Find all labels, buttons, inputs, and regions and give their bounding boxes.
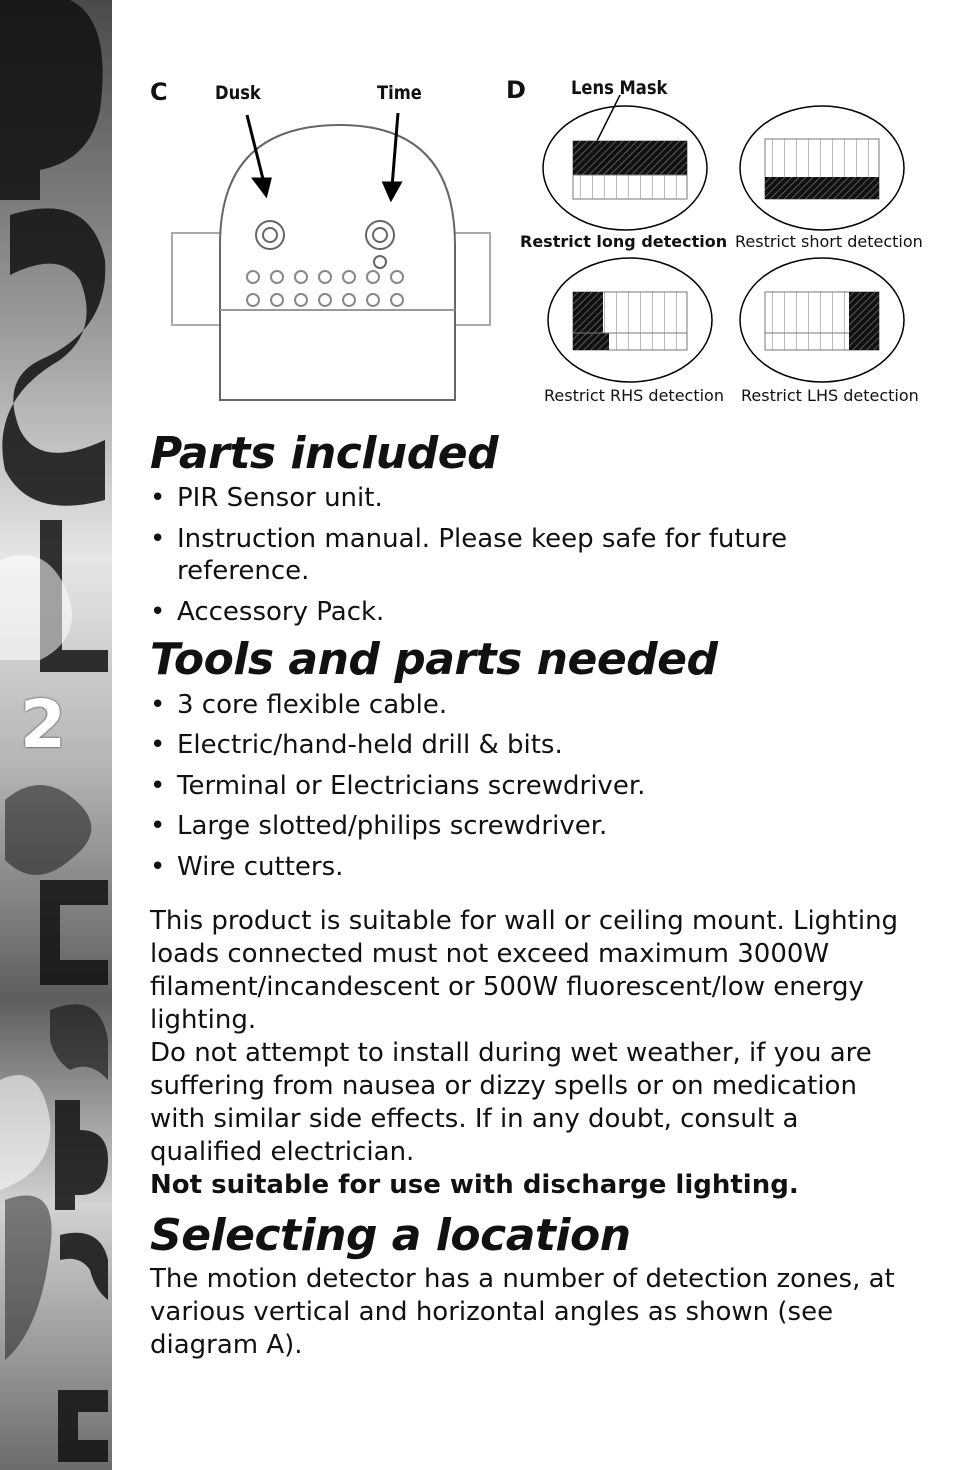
selecting-location-text: The motion detector has a number of detection zones, at various vertical and horizontal angles as shown (see diagram A). [150, 1263, 895, 1360]
caption-restrict-lhs: Restrict LHS detection [741, 386, 919, 405]
parts-included-heading: Parts included [150, 428, 499, 479]
caption-restrict-rhs: Restrict RHS detection [544, 386, 724, 405]
info-paragraph-2: Do not attempt to install during wet weather, if you are suffering from nausea or dizzy spells or on medication with similar side effects. If in any doubt, consult a qualified electrician. [150, 1038, 872, 1168]
selecting-location-heading: Selecting a location [150, 1210, 631, 1262]
list-item: • Wire cutters. [150, 851, 910, 884]
caption-restrict-short: Restrict short detection [735, 232, 923, 251]
parts-included-list [150, 482, 910, 628]
list-item: • Accessory Pack. [150, 596, 910, 629]
caption-restrict-long: Restrict long detection [520, 232, 728, 251]
info-paragraph-1: This product is suitable for wall or ceiling mount. Lighting loads connected must not exceed maximum 3000W filament/incandescent or 500W fluorescent/low energy lighting. [150, 906, 899, 1036]
main-content [150, 430, 910, 1362]
list-item: • PIR Sensor unit. [150, 482, 910, 515]
tools-needed-list [150, 689, 910, 884]
list-item: • Large slotted/philips screwdriver. [150, 810, 910, 843]
diagram-c-letter: C [150, 78, 168, 106]
sensor-controls-diagram [150, 105, 495, 405]
diagram-d-letter: D [506, 76, 526, 104]
list-item: • 3 core flexible cable. [150, 689, 910, 722]
list-item: • Instruction manual. Please keep safe for future reference. [150, 523, 910, 588]
dusk-label: Dusk [215, 82, 261, 104]
discharge-warning: Not suitable for use with discharge lighting. [150, 1170, 799, 1201]
tools-needed-heading: Tools and parts needed [150, 634, 718, 686]
side-decor-strip [0, 0, 112, 1470]
list-item: • Terminal or Electricians screwdriver. [150, 770, 910, 803]
lens-mask-label: Lens Mask [571, 77, 668, 99]
time-label: Time [377, 82, 422, 104]
list-item: • Electric/hand-held drill & bits. [150, 729, 910, 762]
page-number: 2 [20, 686, 66, 763]
